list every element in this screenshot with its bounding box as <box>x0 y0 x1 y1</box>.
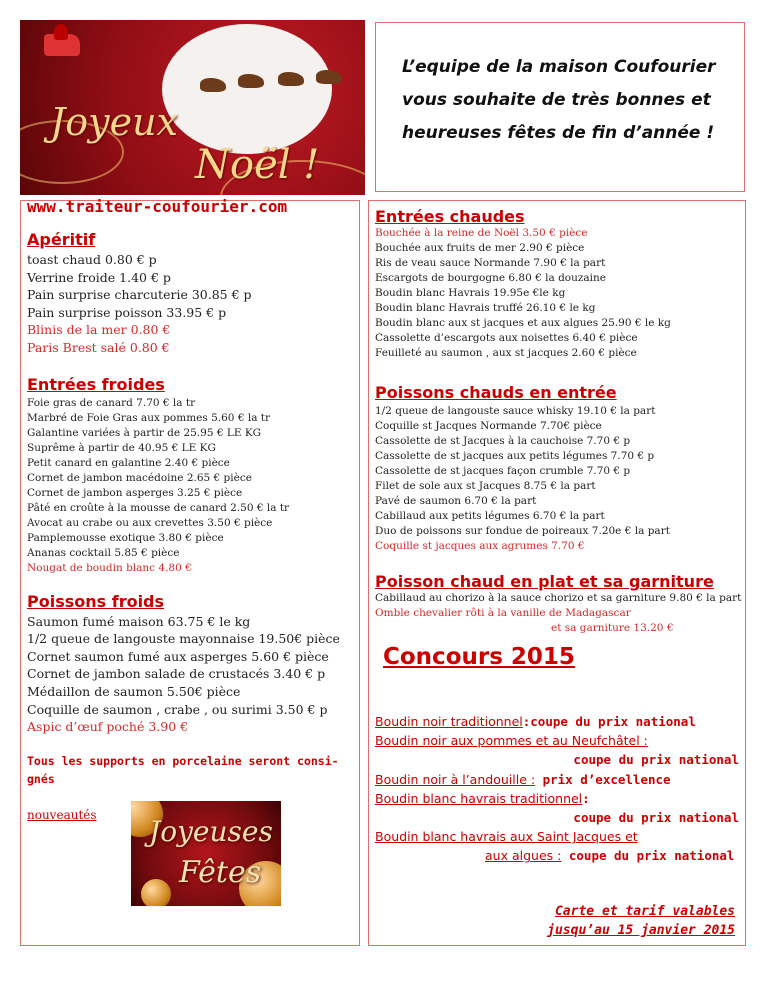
joyeux-noel-image <box>20 20 365 195</box>
list-item: 1/2 queue de langouste sauce whisky 19.10 € la part <box>375 405 656 417</box>
list-item: Blinis de la mer 0.80 € <box>27 322 171 338</box>
poissons-froids-list <box>27 613 359 736</box>
joyeux-text: Joyeux <box>50 100 178 144</box>
left-column <box>20 197 360 946</box>
prize-entry <box>375 789 745 808</box>
list-item: Pain surprise poisson 33.95 € p <box>27 304 227 320</box>
list-item: Paris Brest salé 0.80 € <box>27 339 170 355</box>
prize-award: prix d’excellence <box>542 771 671 787</box>
section-title-poisson-plat: Poisson chaud en plat et sa garniture <box>375 572 714 591</box>
prize-sep: : <box>582 790 590 806</box>
prize-product: Boudin noir traditionnel <box>375 714 523 729</box>
greeting-line: heureuses fêtes de fin d’année ! <box>402 123 715 143</box>
prize-award: coupe du prix national <box>573 810 739 826</box>
list-item: Feuilleté au saumon , aux st jacques 2.60 € pièce <box>375 347 637 359</box>
list-item: Cassolette de st jacques façon crumble 7.70 € p <box>375 465 631 477</box>
list-item: Cassolette d’escargots aux noisettes 6.40 € pièce <box>375 332 638 344</box>
aperitif-list <box>27 251 359 357</box>
list-item: Foie gras de canard 7.70 € la tr <box>27 396 196 409</box>
prize-sep: : <box>522 714 531 729</box>
list-item: et sa garniture 13.20 € <box>551 622 674 634</box>
note-line: Tous les supports en porcelaine seront consi- <box>27 753 339 768</box>
list-item: Avocat au crabe ou aux crevettes 3.50 € pièce <box>27 516 273 529</box>
list-item: Duo de poissons sur fondue de poireaux 7.20e € la part <box>375 525 670 537</box>
joyeuses-text: Joyeuses <box>149 815 273 848</box>
list-item: Médaillon de saumon 5.50€ pièce <box>27 683 241 699</box>
section-title-entrees-chaudes: Entrées chaudes <box>375 207 525 226</box>
list-item: 1/2 queue de langouste mayonnaise 19.50€ pièce <box>27 631 340 647</box>
reindeer-icon <box>278 72 304 86</box>
list-item: Petit canard en galantine 2.40 € pièce <box>27 456 230 469</box>
list-item: Cornet de jambon asperges 3.25 € pièce <box>27 486 243 499</box>
note-line: gnés <box>27 771 55 786</box>
list-item: Cassolette de st jacques aux petits légumes 7.70 € p <box>375 450 655 462</box>
list-item: Boudin blanc aux st jacques et aux algues 25.90 € le kg <box>375 317 671 329</box>
noel-text: Noël ! <box>195 142 320 188</box>
list-item: Boudin blanc Havrais truffé 26.10 € le kg <box>375 302 596 314</box>
carte-validity <box>375 902 745 940</box>
poissons-chauds-list <box>375 404 745 554</box>
prize-award: coupe du prix national <box>573 752 739 768</box>
prize-entry <box>375 731 745 750</box>
reindeer-icon <box>316 70 342 84</box>
list-item: Cornet de jambon salade de crustacés 3.40 € p <box>27 666 326 682</box>
list-item: Cornet saumon fumé aux asperges 5.60 € pièce <box>27 648 329 664</box>
list-item: Boudin blanc Havrais 19.95e €le kg <box>375 287 566 299</box>
greeting-line: vous souhaite de très bonnes et <box>402 90 711 110</box>
greeting-line: L’equipe de la maison Coufourier <box>402 57 716 77</box>
prize-entry <box>375 846 745 865</box>
list-item: Saumon fumé maison 63.75 € le kg <box>27 613 251 629</box>
list-item: Suprême à partir de 40.95 € LE KG <box>27 441 216 454</box>
prize-entry <box>375 712 745 731</box>
list-item: toast chaud 0.80 € p <box>27 252 157 267</box>
list-item: Verrine froide 1.40 € p <box>27 269 171 285</box>
reindeer-icon <box>200 78 226 92</box>
list-item: Bouchée aux fruits de mer 2.90 € pièce <box>375 242 585 254</box>
list-item: Bouchée à la reine de Noël 3.50 € pièce <box>375 227 588 239</box>
entrees-chaudes-list <box>375 226 745 361</box>
prize-product: aux algues : <box>485 848 562 864</box>
section-title-poissons-chauds: Poissons chauds en entrée <box>375 383 617 402</box>
nouveautes-label: nouveautés <box>27 807 97 822</box>
list-item: Cassolette de st Jacques à la cauchoise 7.70 € p <box>375 435 631 447</box>
list-item: Pâté en croûte à la mousse de canard 2.50 € la tr <box>27 501 290 514</box>
prize-award: coupe du prix national <box>530 714 696 729</box>
list-item: Nougat de boudin blanc 4.80 € <box>27 561 192 574</box>
joyeuses-fetes-image <box>131 801 281 906</box>
list-item: Pavé de saumon 6.70 € la part <box>375 495 537 507</box>
list-item: Galantine variées à partir de 25.95 € LE KG <box>27 426 262 439</box>
concours-list <box>375 712 745 866</box>
prize-product: Boudin blanc havrais aux Saint Jacques et <box>375 829 638 845</box>
moon-shape <box>162 24 332 154</box>
prize-award: coupe du prix national <box>568 848 735 864</box>
entrees-froides-list <box>27 396 359 576</box>
list-item: Escargots de bourgogne 6.80 € la douzaine <box>375 272 606 284</box>
prize-product: Boudin noir à l’andouille : <box>375 771 536 787</box>
prize-entry <box>375 808 745 827</box>
reindeer-icon <box>238 74 264 88</box>
list-item: Coquille st jacques aux agrumes 7.70 € <box>375 540 585 552</box>
section-title-entrees-froides: Entrées froides <box>27 374 165 394</box>
section-title-aperitif: Apéritif <box>27 230 96 249</box>
prize-entry <box>375 827 745 846</box>
website-link[interactable]: www.traiteur-coufourier.com <box>27 197 288 216</box>
concours-title: Concours 2015 <box>383 644 575 670</box>
prize-entry <box>375 770 745 789</box>
list-item: Pain surprise charcuterie 30.85 € p <box>27 287 252 303</box>
list-item: Filet de sole aux st Jacques 8.75 € la part <box>375 480 596 492</box>
section-title-poissons-froids: Poissons froids <box>27 591 165 611</box>
carte-line: jusqu’au 15 janvier 2015 <box>547 922 735 938</box>
prize-product: Boudin blanc havrais traditionnel <box>375 790 583 806</box>
list-item: Coquille st Jacques Normande 7.70€ pièce <box>375 420 602 432</box>
right-column <box>368 200 746 946</box>
list-item: Omble chevalier rôti à la vanille de Madagascar <box>375 607 631 619</box>
fetes-text: Fêtes <box>179 855 262 890</box>
list-item: Coquille de saumon , crabe , ou surimi 3.50 € p <box>27 701 328 717</box>
list-item: Cornet de jambon macédoine 2.65 € pièce <box>27 471 252 484</box>
prize-product: Boudin noir aux pommes et au Neufchâtel : <box>375 733 648 749</box>
list-item: Pamplemousse exotique 3.80 € pièce <box>27 531 224 544</box>
porcelain-note <box>27 752 359 788</box>
list-item: Ananas cocktail 5.85 € pièce <box>27 546 180 559</box>
list-item: Ris de veau sauce Normande 7.90 € la part <box>375 257 606 269</box>
carte-line: Carte et tarif valables <box>554 903 735 919</box>
santa-icon <box>54 24 68 40</box>
list-item: Marbré de Foie Gras aux pommes 5.60 € la tr <box>27 411 271 424</box>
list-item: Cabillaud aux petits légumes 6.70 € la part <box>375 510 605 522</box>
greeting-box <box>375 22 745 192</box>
prize-entry <box>375 750 745 769</box>
poisson-plat-list <box>375 591 745 636</box>
list-item: Cabillaud au chorizo à la sauce chorizo et sa garniture 9.80 € la part <box>375 592 742 604</box>
list-item: Aspic d’œuf poché 3.90 € <box>27 719 189 735</box>
